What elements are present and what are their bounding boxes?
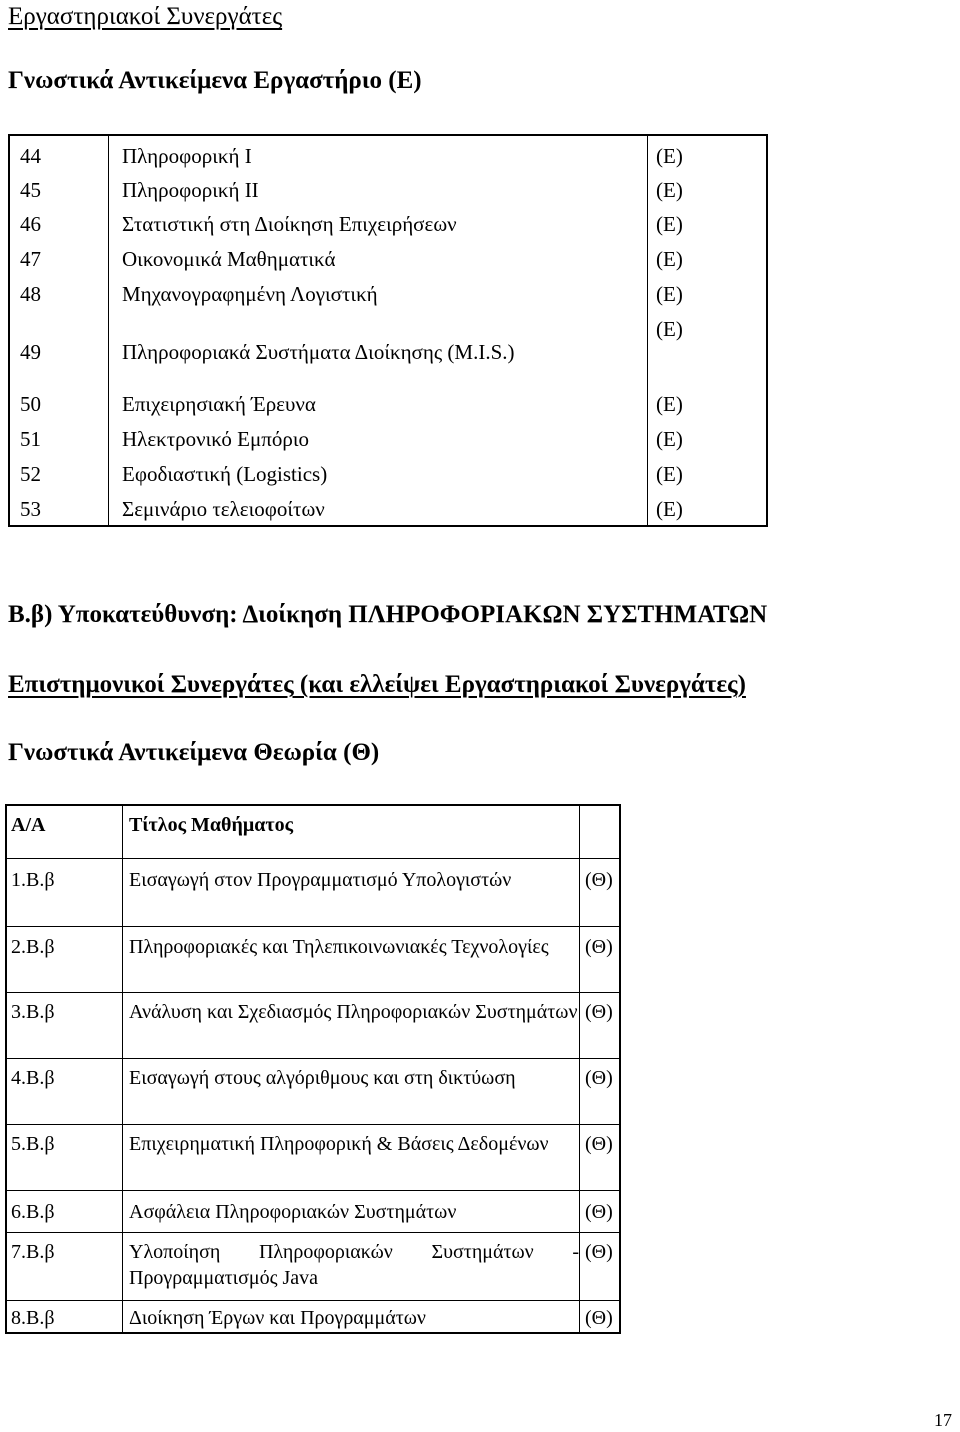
table-row-divider (7, 1058, 619, 1059)
table-row-divider (7, 1124, 619, 1125)
course-title: Πληροφοριακά Συστήματα Διοίκησης (M.I.S.) (122, 340, 515, 364)
theory-subjects-table (5, 804, 621, 1334)
table-column-divider (122, 806, 123, 1332)
row-number: 47 (20, 247, 41, 271)
course-type: (Θ) (585, 869, 613, 891)
course-title: Εισαγωγή στον Προγραμματισμό Υπολογιστών (129, 869, 512, 891)
course-title: Υλοποίηση Πληροφοριακών Συστημάτων - Προγραμματισμός Java (129, 1241, 579, 1289)
row-number: 4.Β.β (11, 1067, 55, 1089)
row-number: 7.Β.β (11, 1241, 55, 1263)
row-number: 49 (20, 340, 41, 364)
course-type: (Θ) (585, 1241, 613, 1263)
heading-scientific-collaborators: Επιστημονικοί Συνεργάτες (και ελλείψει Εργαστηριακοί Συνεργάτες) (8, 671, 746, 698)
course-type: (Ε) (656, 212, 683, 236)
course-title: Εισαγωγή στους αλγόριθμους και στη δικτύωση (129, 1067, 516, 1089)
page-number: 17 (934, 1410, 952, 1430)
course-type: (Ε) (656, 392, 683, 416)
course-type: (Θ) (585, 1001, 613, 1023)
course-type: (Ε) (656, 462, 683, 486)
course-type: (Ε) (656, 427, 683, 451)
course-type: (Θ) (585, 1133, 613, 1155)
course-type: (Θ) (585, 1067, 613, 1089)
course-type: (Θ) (585, 1307, 613, 1329)
table-row-divider (7, 1232, 619, 1233)
row-number: 6.Β.β (11, 1201, 55, 1223)
row-number: 8.Β.β (11, 1307, 55, 1329)
course-title: Ανάλυση και Σχεδιασμός Πληροφοριακών Συστημάτων (129, 1001, 578, 1023)
course-title: Επιχειρησιακή Έρευνα (122, 392, 316, 416)
heading-direction: Β.β) Υποκατεύθυνση: Διοίκηση ΠΛΗΡΟΦΟΡΙΑΚΩΝ ΣΥΣΤΗΜΑΤΩΝ (8, 601, 768, 628)
course-title: Πληροφορική ΙΙ (122, 178, 259, 202)
row-number: 46 (20, 212, 41, 236)
course-title: Πληροφορική Ι (122, 144, 252, 168)
row-number: 53 (20, 497, 41, 521)
lab-subjects-table (8, 134, 768, 527)
row-number: 52 (20, 462, 41, 486)
course-type: (Ε) (656, 282, 683, 306)
row-number: 1.Β.β (11, 869, 55, 891)
row-number: 2.Β.β (11, 936, 55, 958)
course-type: (Θ) (585, 936, 613, 958)
table-row-divider (7, 1190, 619, 1191)
course-title: Επιχειρηματική Πληροφορική & Βάσεις Δεδομένων (129, 1133, 549, 1155)
course-title: Οικονομικά Μαθηματικά (122, 247, 336, 271)
heading-lab-collaborators: Εργαστηριακοί Συνεργάτες (8, 3, 283, 30)
heading-theory-subjects: Γνωστικά Αντικείμενα Θεωρία (Θ) (8, 739, 380, 766)
table-row (10, 316, 766, 366)
table-row-divider (7, 1300, 619, 1301)
row-number: 50 (20, 392, 41, 416)
course-title: Στατιστική στη Διοίκηση Επιχειρήσεων (122, 212, 457, 236)
row-number: 3.Β.β (11, 1001, 55, 1023)
column-header-number: Α/Α (11, 814, 46, 836)
heading-lab-subjects: Γνωστικά Αντικείμενα Εργαστήριο (Ε) (8, 67, 422, 94)
row-number: 44 (20, 144, 41, 168)
column-header-title: Τίτλος Μαθήματος (129, 814, 294, 836)
row-number: 45 (20, 178, 41, 202)
course-type: (Ε) (656, 178, 683, 202)
course-title: Ηλεκτρονικό Εμπόριο (122, 427, 310, 451)
table-row-divider (7, 858, 619, 859)
course-type: (Ε) (656, 317, 683, 341)
course-title: Διοίκηση Έργων και Προγραμμάτων (129, 1307, 426, 1329)
course-title: Μηχανογραφημένη Λογιστική (122, 282, 378, 306)
course-title: Πληροφοριακές και Τηλεπικοινωνιακές Τεχνολογίες (129, 936, 549, 958)
course-title: Εφοδιαστική (Logistics) (122, 462, 328, 486)
row-number: 51 (20, 427, 41, 451)
course-type: (Ε) (656, 497, 683, 521)
table-column-divider (579, 806, 580, 1332)
course-title: Σεμινάριο τελειοφοίτων (122, 497, 325, 521)
course-type: (Ε) (656, 247, 683, 271)
table-row-divider (7, 926, 619, 927)
row-number: 48 (20, 282, 41, 306)
course-title: Ασφάλεια Πληροφοριακών Συστημάτων (129, 1201, 457, 1223)
row-number: 5.Β.β (11, 1133, 55, 1155)
table-row-divider (7, 992, 619, 993)
course-type: (Θ) (585, 1201, 613, 1223)
course-type: (Ε) (656, 144, 683, 168)
